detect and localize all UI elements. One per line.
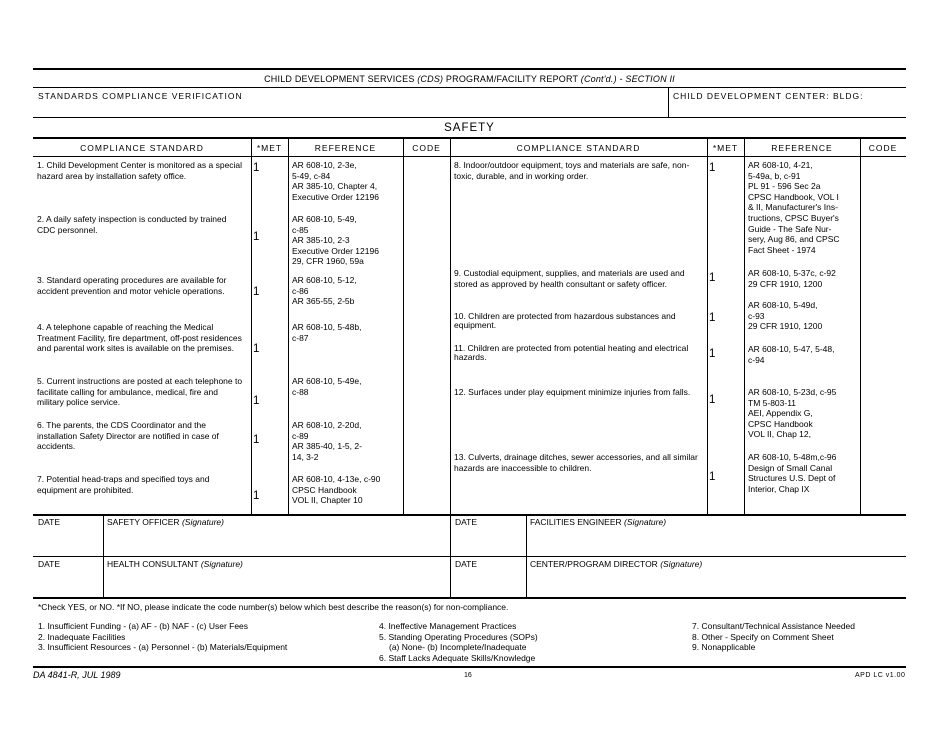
health-consultant-signature[interactable]: HEALTH CONSULTANT (Signature) [107, 559, 243, 569]
date-label-2: DATE [455, 517, 478, 527]
col-met-left: *MET [256, 143, 283, 153]
facilities-engineer-signature[interactable]: FACILITIES ENGINEER (Signature) [530, 517, 667, 527]
met-checkbox-9[interactable]: 1 [709, 272, 716, 284]
reference-1: AR 608-10, 2-3e, 5-49, c-84 AR 385-10, Chapter 4, Executive Order 12196 [292, 160, 379, 202]
codes-column-1: 1. Insufficient Funding - (a) AF - (b) NAF - (c) User Fees 2. Inadequate Facilities 3. Insufficient Resources - (a) Personnel - (b) Materials/Equipment [38, 621, 288, 653]
right-item-12: 12. Surfaces under play equipment minimize injuries from falls. [454, 387, 691, 397]
left-item-7: 7. Potential head-traps and specified toys and equipment are prohibited. [37, 474, 210, 495]
reference-11: AR 608-10, 5-47, 5-48, c-94 [748, 344, 835, 365]
col-reference-right: REFERENCE [771, 143, 833, 153]
safety-officer-signature[interactable]: SAFETY OFFICER (Signature) [107, 517, 224, 527]
reference-8: AR 608-10, 4-21, 5-49a, b, c-91 PL 91 - 596 Sec 2a CPSC Handbook, VOL I & II, Manufacturer's Ins- tructions, CPSC Buyer's Guide - The Safe Nur- sery, Aug 86, and CPSC Fact Sheet - 1974 [748, 160, 840, 255]
date-label-3: DATE [38, 559, 61, 569]
col-reference-left: REFERENCE [314, 143, 377, 153]
center-director-signature[interactable]: CENTER/PROGRAM DIRECTOR (Signature) [530, 559, 703, 569]
col-standard-right: COMPLIANCE STANDARD [516, 143, 641, 153]
codes-column-2: 4. Ineffective Management Practices 5. Standing Operating Procedures (SOPs) (a) None- (b) Incomplete/Inadequate 6. Staff Lacks Adequate Skills/Knowledge [379, 621, 538, 663]
reference-6: AR 608-10, 2-20d, c-89 AR 385-40, 1-5, 2- 14, 3-2 [292, 420, 362, 462]
met-checkbox-13[interactable]: 1 [709, 471, 716, 483]
reference-7: AR 608-10, 4-13e, c-90 CPSC Handbook VOL II, Chapter 10 [292, 474, 381, 506]
reference-10: AR 608-10, 5-49d, c-93 29 CFR 1910, 1200 [748, 300, 823, 332]
col-met-right: *MET [712, 143, 739, 153]
date-label-4: DATE [455, 559, 478, 569]
date-label-1: DATE [38, 517, 61, 527]
col-standard-left: COMPLIANCE STANDARD [80, 143, 204, 153]
right-item-10: 10. Children are protected from hazardous substances and equipment. [454, 311, 676, 330]
met-checkbox-10[interactable]: 1 [709, 312, 716, 324]
form-title: CHILD DEVELOPMENT SERVICES (CDS) PROGRAM/FACILITY REPORT (Cont'd.) - SECTION II [264, 74, 675, 84]
reference-5: AR 608-10, 5-49e, c-88 [292, 376, 362, 397]
col-code-left: CODE [412, 143, 441, 153]
met-checkbox-12[interactable]: 1 [709, 394, 716, 406]
right-item-13: 13. Culverts, drainage ditches, sewer accessories, and all similar hazards are inaccessible to children. [454, 452, 698, 473]
left-item-2: 2. A daily safety inspection is conducted by trained CDC personnel. [37, 214, 227, 235]
reference-4: AR 608-10, 5-48b, c-87 [292, 322, 362, 343]
left-item-5: 5. Current instructions are posted at each telephone to facilitate calling for ambulance, medical, fire and military police service. [37, 376, 243, 408]
form-number: DA 4841-R, JUL 1989 [33, 670, 121, 680]
page-number: 16 [464, 672, 472, 679]
left-item-1: 1. Child Development Center is monitored as a special hazard area by installation safety office. [37, 160, 243, 181]
right-item-11: 11. Children are protected from potential heating and electrical hazards. [454, 343, 689, 362]
center-bldg-label: CHILD DEVELOPMENT CENTER: BLDG: [673, 91, 864, 101]
left-item-4: 4. A telephone capable of reaching the Medical Treatment Facility, fire department, off-post residences and parental work sites is available on the premises. [37, 322, 242, 354]
met-checkbox-3[interactable]: 1 [253, 286, 260, 298]
footnote: *Check YES, or NO. *If NO, please indicate the code number(s) below which best describe the reason(s) for non-compliance. [38, 602, 509, 612]
right-item-8: 8. Indoor/outdoor equipment, toys and materials are safe, non-toxic, durable, and in working order. [454, 160, 690, 181]
col-code-right: CODE [868, 143, 898, 153]
reference-12: AR 608-10, 5-23d, c-95 TM 5-803-11 AEI, Appendix G, CPSC Handbook VOL II, Chap 12, [748, 387, 837, 440]
met-checkbox-5[interactable]: 1 [253, 395, 260, 407]
codes-column-3: 7. Consultant/Technical Assistance Needed 8. Other - Specify on Comment Sheet 9. Nonapplicable [692, 621, 856, 653]
left-item-6: 6. The parents, the CDS Coordinator and the installation Safety Director are notified in case of accidents. [37, 420, 219, 452]
met-checkbox-2[interactable]: 1 [253, 231, 260, 243]
met-checkbox-4[interactable]: 1 [253, 343, 260, 355]
reference-2: AR 608-10, 5-49, c-85 AR 385-10, 2-3 Executive Order 12196 29, CFR 1960, 59a [292, 214, 379, 267]
met-checkbox-6[interactable]: 1 [253, 434, 260, 446]
section-title: SAFETY [444, 122, 495, 134]
reference-13: AR 608-10, 5-48m,c-96 Design of Small Canal Structures U.S. Dept of Interior, Chap IX [748, 452, 837, 494]
reference-3: AR 608-10, 5-12, c-86 AR 365-55, 2-5b [292, 275, 357, 307]
met-checkbox-7[interactable]: 1 [253, 490, 260, 502]
version-label: APD LC v1.00 [855, 672, 906, 679]
met-checkbox-11[interactable]: 1 [709, 348, 716, 360]
right-item-9: 9. Custodial equipment, supplies, and materials are used and stored as approved by health consultant or safety officer. [454, 268, 685, 289]
met-checkbox-8[interactable]: 1 [709, 162, 716, 174]
met-checkbox-1[interactable]: 1 [253, 162, 260, 174]
verification-label: STANDARDS COMPLIANCE VERIFICATION [38, 91, 243, 101]
reference-9: AR 608-10, 5-37c, c-92 29 CFR 1910, 1200 [748, 268, 836, 289]
left-item-3: 3. Standard operating procedures are available for accident prevention and motor vehicle operations. [37, 275, 227, 296]
